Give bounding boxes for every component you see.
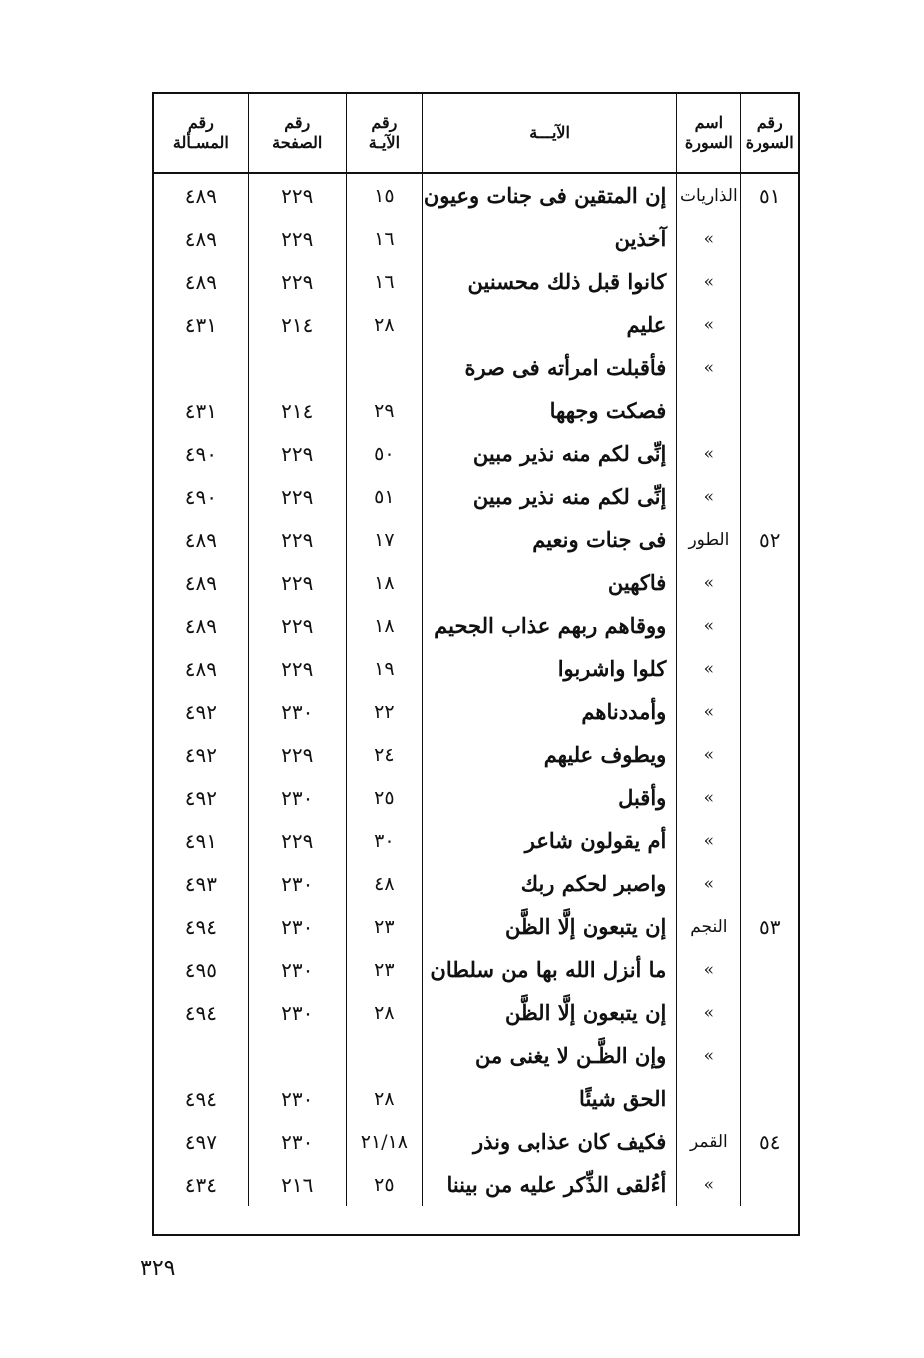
table-row <box>154 1077 798 1120</box>
surah-name-cell: » <box>677 1163 741 1206</box>
issue-number-cell: ٤٣٤ <box>184 1172 217 1197</box>
page-number-cell: ٢٢٩ <box>248 475 346 518</box>
surah-number-cell <box>741 475 798 518</box>
ayah-text-cell: عليم <box>422 303 676 346</box>
ayah-text-cell: إن يتبعون إلَّا الظَّن <box>422 991 676 1034</box>
header-surah-name: اسم السورة <box>677 94 741 173</box>
ayah-text-cell: فصكت وجهها <box>422 389 676 432</box>
surah-number-cell <box>741 217 798 260</box>
surah-name-cell <box>677 389 741 432</box>
ayah-number-cell: ٢٤ <box>346 733 422 776</box>
page-number-cell: ٢٣٠ <box>248 1077 346 1120</box>
surah-name-cell: » <box>677 346 741 389</box>
ayah-text-cell: كانوا قبل ذلك محسنين <box>422 260 676 303</box>
issue-number-cell: ٤٩٢ <box>184 742 217 767</box>
ayah-number-cell: ٢٩ <box>346 389 422 432</box>
surah-number-cell <box>741 948 798 991</box>
page-number-cell: ٢٢٩ <box>248 819 346 862</box>
surah-number-cell <box>741 819 798 862</box>
table-row <box>154 217 798 260</box>
issue-number-cell: ٤٣١ <box>184 398 217 423</box>
issue-number-cell: ٤٩٤ <box>184 914 217 939</box>
ayah-text-cell: واصبر لحكم ربك <box>422 862 676 905</box>
issue-number-cell: ٤٨٩ <box>184 570 217 595</box>
ayah-number-cell: ٥٠ <box>346 432 422 475</box>
page-number-cell: ٢٣٠ <box>248 862 346 905</box>
ayah-number-cell: ٤٨ <box>346 862 422 905</box>
issue-number-cell: ٤٩٣ <box>184 871 217 896</box>
surah-name-cell: » <box>677 647 741 690</box>
ayah-number-cell: ١٦ <box>346 260 422 303</box>
ayah-text-cell: ما أنزل الله بها من سلطان <box>422 948 676 991</box>
surah-name-cell: » <box>677 260 741 303</box>
ayah-text-cell: فكيف كان عذابى ونذر <box>422 1120 676 1163</box>
page-number-cell: ٢١٤ <box>248 389 346 432</box>
table-row <box>154 733 798 776</box>
surah-number-cell <box>741 604 798 647</box>
issue-number-cell <box>154 1034 248 1077</box>
issue-number-cell: ٤٩١ <box>184 828 217 853</box>
page-number-cell: ٢٣٠ <box>248 1120 346 1163</box>
ayah-text-cell: فأقبلت امرأته فى صرة <box>422 346 676 389</box>
surah-name-cell: » <box>677 991 741 1034</box>
page-number-cell: ٢٣٠ <box>248 776 346 819</box>
ayah-number-cell <box>346 346 422 389</box>
surah-number-cell <box>741 1077 798 1120</box>
page-number-cell: ٢٢٩ <box>248 260 346 303</box>
issue-number-cell <box>154 346 248 389</box>
surah-name-cell: » <box>677 948 741 991</box>
header-surah-number: رقم السورة <box>741 94 798 173</box>
table-row <box>154 1034 798 1077</box>
page-number-cell <box>248 346 346 389</box>
table-row <box>154 1120 798 1163</box>
surah-name-cell: » <box>677 690 741 733</box>
surah-number-cell <box>741 776 798 819</box>
surah-name-cell: » <box>677 604 741 647</box>
ayah-number-cell: ١٧ <box>346 518 422 561</box>
page-number-cell: ٢٢٩ <box>248 518 346 561</box>
ayah-number-cell: ٢٨ <box>346 303 422 346</box>
ayah-text-cell: أم يقولون شاعر <box>422 819 676 862</box>
header-ayah: الآيـــة <box>422 94 676 173</box>
ayah-text-cell: كلوا واشربوا <box>422 647 676 690</box>
ayah-number-cell: ١٦ <box>346 217 422 260</box>
issue-number-cell: ٤٩٢ <box>184 785 217 810</box>
surah-number-cell <box>741 862 798 905</box>
page-number: ٣٢٩ <box>140 1256 176 1281</box>
page-number-cell: ٢٣٠ <box>248 948 346 991</box>
surah-number-cell <box>741 432 798 475</box>
surah-name-cell: الذاريات <box>677 173 741 217</box>
table-row <box>154 561 798 604</box>
ayah-text-cell: فى جنات ونعيم <box>422 518 676 561</box>
page-number-cell: ٢٢٩ <box>248 604 346 647</box>
surah-number-cell <box>741 647 798 690</box>
page-number-cell: ٢٢٩ <box>248 173 346 217</box>
header-page-number: رقم الصفحة <box>248 94 346 173</box>
table-header-row <box>154 94 798 173</box>
issue-number-cell: ٤٩٧ <box>184 1129 217 1154</box>
table-row <box>154 991 798 1034</box>
surah-number-cell: ٥٤ <box>741 1120 798 1163</box>
surah-number-cell <box>741 1163 798 1206</box>
index-table-frame <box>152 92 800 1236</box>
surah-name-cell: » <box>677 303 741 346</box>
surah-name-cell: » <box>677 217 741 260</box>
table-row <box>154 948 798 991</box>
ayah-number-cell <box>346 1034 422 1077</box>
page-number-cell: ٢١٤ <box>248 303 346 346</box>
issue-number-cell: ٤٩٠ <box>184 441 217 466</box>
surah-name-cell: » <box>677 475 741 518</box>
table-row <box>154 862 798 905</box>
table-row <box>154 604 798 647</box>
table-row <box>154 432 798 475</box>
header-ayah-number: رقم الآيـة <box>346 94 422 173</box>
surah-number-cell: ٥٢ <box>741 518 798 561</box>
surah-number-cell <box>741 346 798 389</box>
ayah-text-cell: إنِّى لكم منه نذير مبين <box>422 475 676 518</box>
issue-number-cell: ٤٩٠ <box>184 484 217 509</box>
ayah-number-cell: ٣٠ <box>346 819 422 862</box>
surah-number-cell <box>741 303 798 346</box>
page-number-cell: ٢٢٩ <box>248 733 346 776</box>
page-number-cell <box>248 1034 346 1077</box>
surah-number-cell <box>741 733 798 776</box>
surah-name-cell: النجم <box>677 905 741 948</box>
verse-index-table <box>154 94 798 1206</box>
ayah-number-cell: ٢٥ <box>346 1163 422 1206</box>
surah-name-cell: القمر <box>677 1120 741 1163</box>
page-number-cell: ٢٣٠ <box>248 991 346 1034</box>
table-row <box>154 303 798 346</box>
table-row <box>154 173 798 217</box>
issue-number-cell: ٤٩٢ <box>184 699 217 724</box>
table-row <box>154 518 798 561</box>
surah-number-cell <box>741 260 798 303</box>
surah-name-cell: » <box>677 432 741 475</box>
header-issue-number: رقم المسـألة <box>154 94 248 173</box>
table-row <box>154 1163 798 1206</box>
issue-number-cell: ٤٨٩ <box>184 226 217 251</box>
ayah-text-cell: ووقاهم ربهم عذاب الجحيم <box>422 604 676 647</box>
ayah-text-cell: إن المتقين فى جنات وعيون <box>422 173 676 217</box>
issue-number-cell: ٤٨٩ <box>184 183 217 208</box>
surah-name-cell: » <box>677 733 741 776</box>
page-number-cell: ٢٣٠ <box>248 690 346 733</box>
ayah-number-cell: ١٩ <box>346 647 422 690</box>
ayah-text-cell: فاكهين <box>422 561 676 604</box>
ayah-number-cell: ٢١/١٨ <box>346 1120 422 1163</box>
ayah-number-cell: ١٥ <box>346 173 422 217</box>
table-row <box>154 346 798 389</box>
issue-number-cell: ٤٨٩ <box>184 613 217 638</box>
issue-number-cell: ٤٨٩ <box>184 527 217 552</box>
ayah-text-cell: وإن الظَّـن لا يغنى من <box>422 1034 676 1077</box>
issue-number-cell: ٤٣١ <box>184 312 217 337</box>
issue-number-cell: ٤٨٩ <box>184 656 217 681</box>
ayah-text-cell: إن يتبعون إلَّا الظَّن <box>422 905 676 948</box>
ayah-text-cell: وأمددناهم <box>422 690 676 733</box>
ayah-text-cell: إنِّى لكم منه نذير مبين <box>422 432 676 475</box>
surah-name-cell <box>677 1077 741 1120</box>
issue-number-cell: ٤٩٤ <box>184 1086 217 1111</box>
ayah-number-cell: ١٨ <box>346 604 422 647</box>
surah-name-cell: » <box>677 561 741 604</box>
ayah-text-cell: الحق شيئًا <box>422 1077 676 1120</box>
page-number-cell: ٢٢٩ <box>248 217 346 260</box>
table-body <box>154 173 798 1206</box>
surah-number-cell <box>741 561 798 604</box>
ayah-text-cell: ويطوف عليهم <box>422 733 676 776</box>
issue-number-cell: ٤٨٩ <box>184 269 217 294</box>
ayah-number-cell: ٢٣ <box>346 948 422 991</box>
ayah-number-cell: ٥١ <box>346 475 422 518</box>
surah-name-cell: » <box>677 819 741 862</box>
ayah-number-cell: ٢٣ <box>346 905 422 948</box>
issue-number-cell: ٤٩٥ <box>184 957 217 982</box>
table-row <box>154 647 798 690</box>
surah-number-cell <box>741 1034 798 1077</box>
surah-number-cell <box>741 690 798 733</box>
table-row <box>154 389 798 432</box>
surah-number-cell <box>741 389 798 432</box>
ayah-number-cell: ١٨ <box>346 561 422 604</box>
ayah-number-cell: ٢٢ <box>346 690 422 733</box>
table-row <box>154 819 798 862</box>
ayah-text-cell: أءُلقى الذِّكر عليه من بيننا <box>422 1163 676 1206</box>
ayah-number-cell: ٢٨ <box>346 1077 422 1120</box>
issue-number-cell: ٤٩٤ <box>184 1000 217 1025</box>
ayah-text-cell: آخذين <box>422 217 676 260</box>
ayah-number-cell: ٢٨ <box>346 991 422 1034</box>
page-number-cell: ٢١٦ <box>248 1163 346 1206</box>
ayah-number-cell: ٢٥ <box>346 776 422 819</box>
surah-number-cell: ٥٣ <box>741 905 798 948</box>
page-number-cell: ٢٣٠ <box>248 905 346 948</box>
table-row <box>154 690 798 733</box>
surah-name-cell: » <box>677 776 741 819</box>
table-row <box>154 905 798 948</box>
surah-name-cell: » <box>677 1034 741 1077</box>
ayah-text-cell: وأقبل <box>422 776 676 819</box>
surah-number-cell <box>741 991 798 1034</box>
surah-number-cell: ٥١ <box>741 173 798 217</box>
page-number-cell: ٢٢٩ <box>248 561 346 604</box>
page-number-cell: ٢٢٩ <box>248 432 346 475</box>
table-row <box>154 776 798 819</box>
table-row <box>154 475 798 518</box>
surah-name-cell: الطور <box>677 518 741 561</box>
page-number-cell: ٢٢٩ <box>248 647 346 690</box>
surah-name-cell: » <box>677 862 741 905</box>
table-row <box>154 260 798 303</box>
